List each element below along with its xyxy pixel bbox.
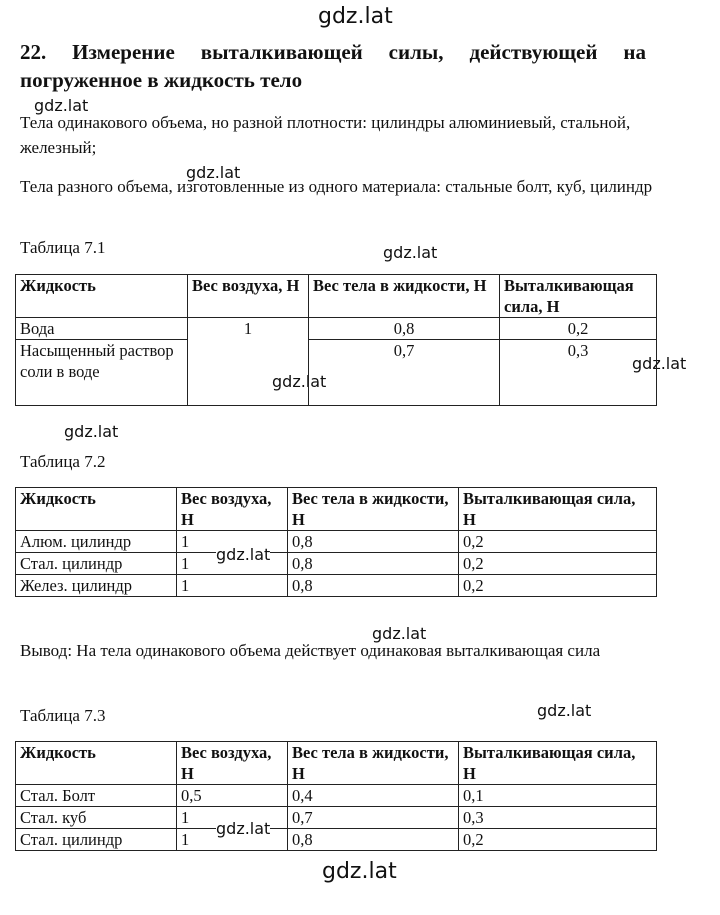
table-cell: 0,2 — [459, 531, 657, 553]
table-cell: 0,8 — [288, 553, 459, 575]
header-cell: Жидкость — [16, 488, 177, 531]
table-7-3 — [15, 741, 657, 851]
header-cell: Вес воздуха, Н — [177, 488, 288, 531]
table-cell: 0,8 — [288, 531, 459, 553]
table-cell: Насыщенный раствор соли в воде — [16, 340, 188, 406]
table-cell: 0,2 — [459, 829, 657, 851]
table-cell: Стал. цилиндр — [16, 829, 177, 851]
watermark: gdz.lat — [318, 4, 393, 29]
table-row — [16, 340, 657, 406]
table-header-row — [16, 275, 657, 318]
watermark: gdz.lat — [272, 372, 327, 391]
table-cell: 1 — [177, 807, 288, 829]
table2-caption: Таблица 7.2 — [20, 452, 106, 471]
watermark: gdz.lat — [64, 422, 119, 441]
table-row — [16, 553, 657, 575]
header-cell: Вес воздуха, Н — [177, 742, 288, 785]
table-cell: 0,2 — [459, 575, 657, 597]
table-cell: 1 — [177, 531, 288, 553]
table-row — [16, 575, 657, 597]
table-cell: 1 — [188, 318, 309, 406]
header-cell: Вес тела в жидкости, Н — [309, 275, 500, 318]
watermark: gdz.lat — [632, 354, 687, 373]
table-row — [16, 785, 657, 807]
table-cell: Стал. Болт — [16, 785, 177, 807]
table-cell: 1 — [177, 575, 288, 597]
intro-paragraph-1: Тела одинакового объема, но разной плотности: цилиндры алюминиевый, стальной, железный; — [20, 113, 631, 157]
table-cell: Желез. цилиндр — [16, 575, 177, 597]
header-cell: Вес тела в жидкости, Н — [288, 742, 459, 785]
table-row — [16, 807, 657, 829]
header-cell: Выталкивающая сила, Н — [500, 275, 657, 318]
table-7-1 — [15, 274, 657, 406]
table-cell: 0,3 — [500, 340, 657, 406]
watermark: gdz.lat — [216, 819, 271, 838]
table-cell: 0,4 — [288, 785, 459, 807]
table3-caption: Таблица 7.3 — [20, 706, 106, 725]
table-7-2 — [15, 487, 657, 597]
watermark: gdz.lat — [216, 545, 271, 564]
table-header-row — [16, 488, 657, 531]
table-cell: 0,8 — [288, 829, 459, 851]
header-cell: Выталкивающая сила, Н — [459, 488, 657, 531]
table-cell: Стал. куб — [16, 807, 177, 829]
table-cell: 1 — [177, 553, 288, 575]
watermark: gdz.lat — [372, 624, 427, 643]
table-row — [16, 318, 657, 340]
table-cell: 0,7 — [309, 340, 500, 406]
watermark: gdz.lat — [537, 701, 592, 720]
table-header-row — [16, 742, 657, 785]
intro-paragraph-2: Тела разного объема, изготовленные из одного материала: стальные болт, куб, цилиндр — [20, 177, 653, 196]
table-cell: 0,8 — [288, 575, 459, 597]
header-cell: Жидкость — [16, 742, 177, 785]
watermark: gdz.lat — [34, 96, 89, 115]
table-row — [16, 829, 657, 851]
table-cell: Стал. цилиндр — [16, 553, 177, 575]
table-cell: 1 — [177, 829, 288, 851]
header-cell: Вес тела в жидкости, Н — [288, 488, 459, 531]
watermark: gdz.lat — [383, 243, 438, 262]
table-cell: 0,8 — [309, 318, 500, 340]
table-cell: 0,3 — [459, 807, 657, 829]
table-cell: 0,5 — [177, 785, 288, 807]
header-cell: Жидкость — [16, 275, 188, 318]
header-cell: Выталкивающая сила, Н — [459, 742, 657, 785]
table-cell: Вода — [16, 318, 188, 340]
table-cell: Алюм. цилиндр — [16, 531, 177, 553]
table-cell: 0,2 — [459, 553, 657, 575]
watermark: gdz.lat — [322, 859, 397, 884]
table-cell: 0,2 — [500, 318, 657, 340]
table-cell: 0,1 — [459, 785, 657, 807]
table-row — [16, 531, 657, 553]
section-heading: 22. Измерение выталкивающей силы, действующей на погруженное в жидкость тело — [20, 40, 646, 92]
table1-caption: Таблица 7.1 — [20, 238, 106, 257]
table-cell: 0,7 — [288, 807, 459, 829]
watermark: gdz.lat — [186, 163, 241, 182]
header-cell: Вес воздуха, Н — [188, 275, 309, 318]
conclusion: Вывод: На тела одинакового объема действует одинаковая выталкивающая сила — [20, 641, 601, 660]
